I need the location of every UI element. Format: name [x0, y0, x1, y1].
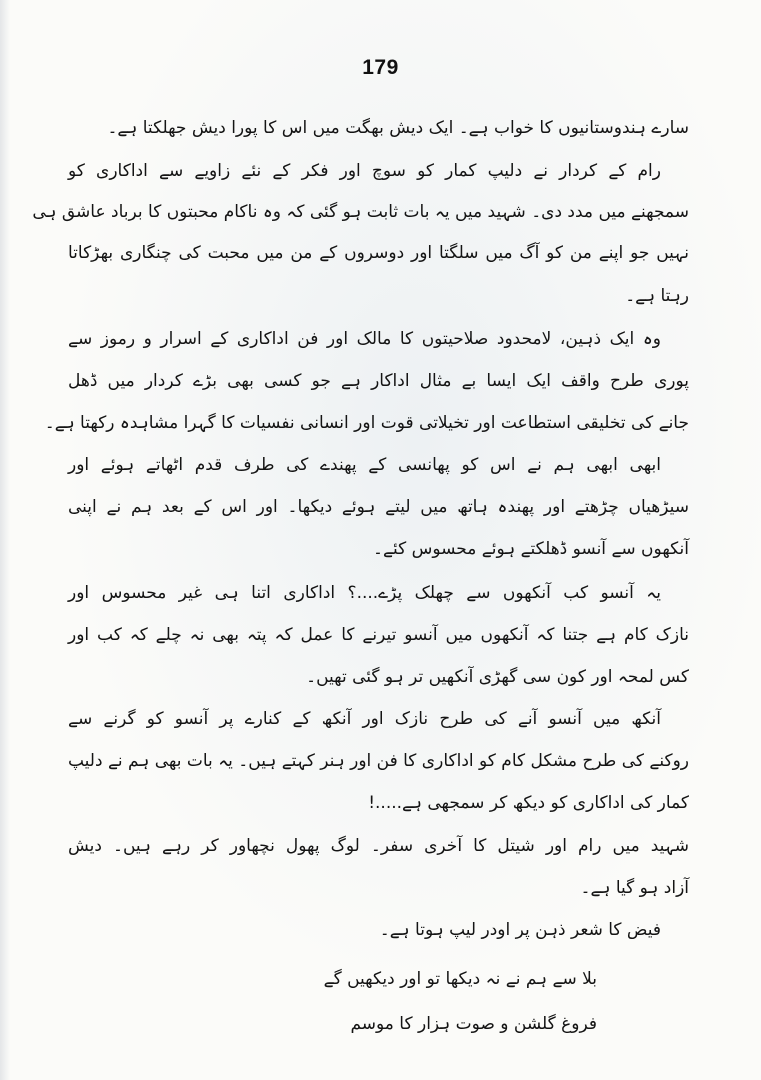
- text-line: آزاد ہو گیا ہے۔: [580, 878, 689, 898]
- text-line: روکنے کی طرح مشکل کام کو اداکاری کا فن اور ہنر کہتے ہیں۔ یہ بات بھی ہم نے دلیپ: [67, 751, 689, 771]
- text-line: رہتا ہے۔: [625, 286, 689, 306]
- text-line: آنکھوں سے آنسو ڈھلکتے ہوئے محسوس کئے۔: [373, 539, 689, 559]
- text-line: ابھی ابھی ہم نے اس کو پھانسی کے پھندے کی طرف قدم اٹھاتے ہوئے اور: [68, 455, 661, 475]
- verse-line: فروغ گلشن و صوت ہزار کا موسم: [350, 1014, 597, 1034]
- text-line: شہید میں رام اور شیتل کا آخری سفر۔ لوگ پھول نچھاور کر رہے ہیں۔ دیش: [68, 836, 689, 856]
- text-line: رام کے کردار نے دلیپ کمار کو سوچ اور فکر کے نئے زاویے سے اداکاری کو: [68, 161, 661, 181]
- text-line: نہیں جو اپنے من کو آگ میں سلگتا اور دوسروں کے من میں محبت کی چنگاری بھڑکاتا: [68, 243, 689, 263]
- text-line: سارے ہندوستانیوں کا خواب ہے۔ ایک دیش بھگت میں اس کا پورا دیش جھلکتا ہے۔: [107, 118, 689, 138]
- text-line: جانے کی تخلیقی استطاعت اور تخیلاتی قوت اور انسانی نفسیات کا گہرا مشاہدہ رکھتا ہے۔: [44, 413, 689, 433]
- text-line: کمار کی اداکاری کو دیکھ کر سمجھی ہے.....!: [368, 793, 689, 813]
- page-edge-shadow: [0, 0, 10, 1080]
- text-line: کس لمحہ اور کون سی گھڑی آنکھیں تر ہو گئی تھیں۔: [306, 667, 689, 687]
- text-line: یہ آنسو کب آنکھوں سے چھلک پڑے....؟ اداکاری اتنا ہی غیر محسوس اور: [68, 583, 661, 603]
- text-line: آنکھ میں آنسو آنے کی طرح نازک اور آنکھ کے کنارے پر آنسو کو گرنے سے: [68, 709, 661, 729]
- text-line: سمجھنے میں مدد دی۔ شہید میں یہ بات ثابت ہو گئی کہ وہ ناکام محبتوں کا برباد عاشق ہی: [32, 202, 689, 222]
- text-line: پوری طرح واقف ایک ایسا بے مثال اداکار ہے جو کسی بھی بڑے کردار میں ڈھل: [68, 371, 689, 391]
- text-line: فیض کا شعر ذہن پر اودر لیپ ہوتا ہے۔: [379, 920, 661, 940]
- page-number: 179: [362, 56, 399, 79]
- text-line: نازک کام ہے جتنا کہ آنکھوں میں آنسو تیرنے کا عمل کہ پتہ بھی نہ چلے کہ کب اور: [68, 625, 689, 645]
- verse-line: بلا سے ہم نے نہ دیکھا تو اور دیکھیں گے: [323, 969, 597, 989]
- text-line: وہ ایک ذہین، لامحدود صلاحیتوں کا مالک اور فن اداکاری کے اسرار و رموز سے: [68, 329, 661, 349]
- text-line: سیڑھیاں چڑھتے اور پھندہ ہاتھ میں لیتے ہوئے دیکھا۔ اور اس کے بعد ہم نے اپنی: [68, 497, 689, 517]
